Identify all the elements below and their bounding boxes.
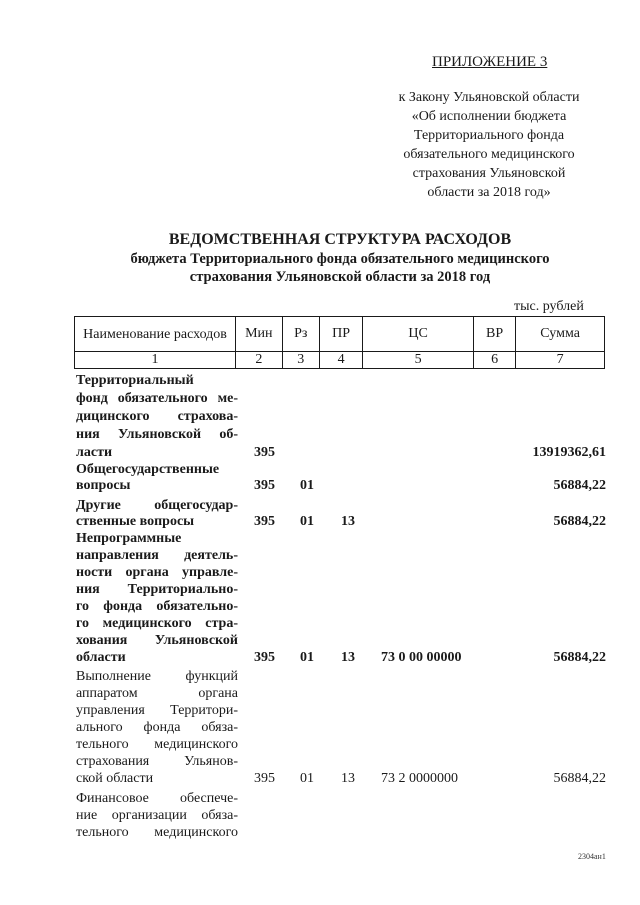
name-line: управления Территори- xyxy=(76,703,238,718)
name-line: го медицинского стра- xyxy=(76,616,238,631)
cell-rz: 01 xyxy=(300,478,314,493)
appendix-number: ПРИЛОЖЕНИЕ 3 xyxy=(432,54,548,70)
units-label: тыс. рублей xyxy=(514,299,584,314)
name-line: ние организации обяза- xyxy=(76,808,238,823)
law-ref-line: страхования Ульяновской xyxy=(412,166,566,181)
header-min: Мин xyxy=(236,317,283,352)
name-line: дицинского страхова- xyxy=(76,409,238,424)
name-line: Выполнение функций xyxy=(76,669,238,684)
law-reference xyxy=(380,88,598,202)
name-line: Финансовое обеспече- xyxy=(76,791,238,806)
cell-rz: 01 xyxy=(300,650,314,665)
cell-sum: 13919362,61 xyxy=(532,445,606,460)
cell-min: 395 xyxy=(254,650,275,665)
cell-min: 395 xyxy=(254,514,275,529)
name-line: Другие общегосудар- xyxy=(76,498,238,513)
cell-cs: 73 0 00 00000 xyxy=(381,650,462,665)
name-line: Территориальный xyxy=(76,373,194,388)
cell-sum: 56884,22 xyxy=(553,650,606,665)
cell-sum: 56884,22 xyxy=(553,514,606,529)
title-line-1: ВЕДОМСТВЕННАЯ СТРУКТУРА РАСХОДОВ xyxy=(168,231,512,248)
row-name xyxy=(76,498,238,530)
law-ref-line: к Закону Ульяновской области xyxy=(398,90,580,105)
row-name xyxy=(76,530,238,666)
column-number: 4 xyxy=(319,352,362,369)
name-line: ской области xyxy=(76,771,154,786)
name-line: области xyxy=(76,650,126,665)
name-line: ального фонда обяза- xyxy=(76,720,238,735)
cell-pr: 13 xyxy=(341,514,355,529)
header-pr: ПР xyxy=(319,317,362,352)
name-line: ласти xyxy=(76,445,113,460)
column-number: 5 xyxy=(363,352,474,369)
document-title xyxy=(60,230,620,286)
column-number: 2 xyxy=(236,352,283,369)
law-ref-line: Территориального фонда xyxy=(413,128,565,143)
law-ref-line: области за 2018 год» xyxy=(427,185,551,200)
cell-min: 395 xyxy=(254,445,275,460)
header-sum: Сумма xyxy=(516,317,605,352)
row-name xyxy=(76,790,238,841)
table-row xyxy=(0,372,640,462)
table-header xyxy=(74,316,605,369)
name-line: тельного медицинского xyxy=(76,825,238,840)
cell-pr: 13 xyxy=(341,650,355,665)
law-ref-line: «Об исполнении бюджета xyxy=(411,109,567,124)
row-name xyxy=(76,462,238,494)
header-cs: ЦС xyxy=(363,317,474,352)
cell-sum: 56884,22 xyxy=(553,478,606,493)
table-row xyxy=(0,790,640,841)
table-row xyxy=(0,530,640,666)
cell-rz: 01 xyxy=(300,514,314,529)
column-number: 6 xyxy=(473,352,515,369)
column-number: 1 xyxy=(75,352,236,369)
header-name: Наименование расходов xyxy=(75,317,236,352)
name-line: ности органа управле- xyxy=(76,565,238,580)
name-line: направления деятель- xyxy=(76,548,238,563)
column-number: 3 xyxy=(282,352,319,369)
cell-cs: 73 2 0000000 xyxy=(381,771,458,786)
row-name xyxy=(76,668,238,787)
header-vr: ВР xyxy=(473,317,515,352)
cell-sum: 56884,22 xyxy=(553,771,606,786)
table-row xyxy=(0,498,640,530)
name-line: хования Ульяновской xyxy=(76,633,238,648)
cell-pr: 13 xyxy=(341,771,355,786)
name-line: го фонда обязательно- xyxy=(76,599,238,614)
cell-min: 395 xyxy=(254,771,275,786)
cell-min: 395 xyxy=(254,478,275,493)
name-line: фонд обязательного ме- xyxy=(76,391,238,406)
name-line: ния Ульяновской об- xyxy=(76,427,238,442)
name-line: ния Территориально- xyxy=(76,582,238,597)
law-ref-line: обязательного медицинского xyxy=(403,147,575,162)
row-name xyxy=(76,372,238,462)
title-line-2: бюджета Территориального фонда обязательного медицинского xyxy=(130,251,550,267)
footer-code: 2304ан1 xyxy=(578,852,606,861)
name-line: Непрограммные xyxy=(76,531,182,546)
table-row xyxy=(0,462,640,494)
name-line: Общегосударственные xyxy=(76,462,220,477)
name-line: страхования Ульянов- xyxy=(76,754,238,769)
title-line-3: страхования Ульяновской области за 2018 год xyxy=(189,269,491,285)
name-line: ственные вопросы xyxy=(76,514,195,529)
name-line: тельного медицинского xyxy=(76,737,238,752)
column-number: 7 xyxy=(516,352,605,369)
header-rz: Рз xyxy=(282,317,319,352)
name-line: вопросы xyxy=(76,478,131,493)
cell-rz: 01 xyxy=(300,771,314,786)
table-row xyxy=(0,668,640,787)
name-line: аппаратом органа xyxy=(76,686,238,701)
